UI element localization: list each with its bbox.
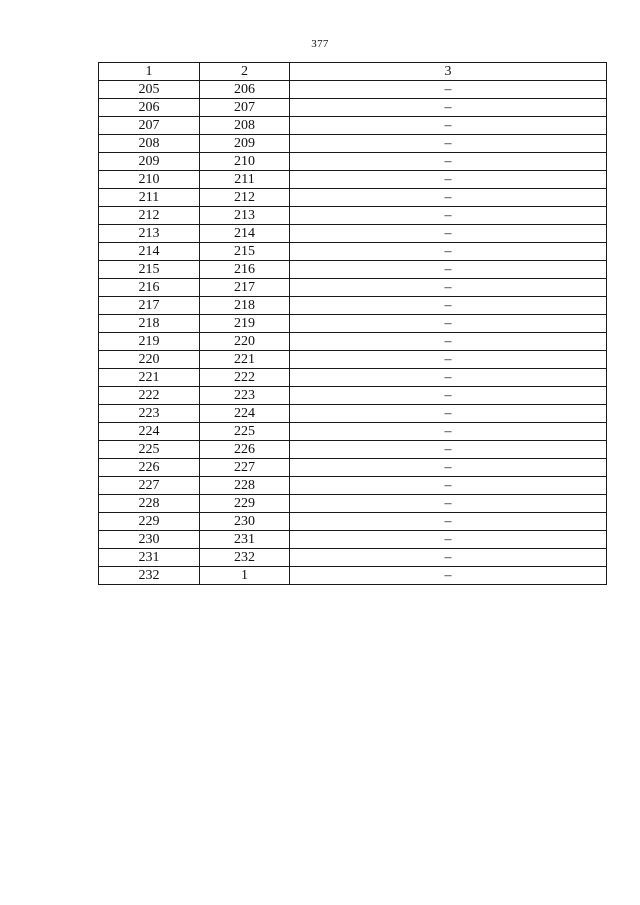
table-cell-col-2: 207 [200, 99, 290, 117]
table-cell-col-2: 232 [200, 549, 290, 567]
table-cell-col-1: 219 [99, 333, 200, 351]
table-cell-col-3: – [290, 189, 607, 207]
table-cell-col-3: – [290, 477, 607, 495]
table-cell-col-3: – [290, 513, 607, 531]
table-cell-col-2: 227 [200, 459, 290, 477]
table-cell-col-3: – [290, 405, 607, 423]
table-cell-col-2: 209 [200, 135, 290, 153]
table-cell-col-1: 213 [99, 225, 200, 243]
table-cell-col-2: 231 [200, 531, 290, 549]
table-cell-col-1: 206 [99, 99, 200, 117]
table-row [99, 261, 607, 279]
table-cell-col-1: 227 [99, 477, 200, 495]
table-cell-col-2: 223 [200, 387, 290, 405]
table-cell-col-1: 209 [99, 153, 200, 171]
table-row [99, 225, 607, 243]
table-cell-col-1: 208 [99, 135, 200, 153]
table-cell-col-1: 217 [99, 297, 200, 315]
table-cell-col-3: – [290, 171, 607, 189]
table-row [99, 171, 607, 189]
table-cell-col-1: 211 [99, 189, 200, 207]
table-cell-col-1: 218 [99, 315, 200, 333]
table-cell-col-3: – [290, 423, 607, 441]
table-cell-col-2: 1 [200, 567, 290, 585]
table-row [99, 135, 607, 153]
table-cell-col-2: 210 [200, 153, 290, 171]
table-cell-col-3: – [290, 153, 607, 171]
table-row [99, 243, 607, 261]
table-cell-col-1: 221 [99, 369, 200, 387]
table-cell-col-2: 217 [200, 279, 290, 297]
table-cell-col-2: 218 [200, 297, 290, 315]
table-cell-col-2: 222 [200, 369, 290, 387]
header-row [99, 63, 607, 81]
table-cell-col-3: – [290, 351, 607, 369]
table-cell-col-3: – [290, 225, 607, 243]
table-body [99, 81, 607, 585]
page-number: 377 [311, 38, 329, 50]
table-cell-col-1: 207 [99, 117, 200, 135]
table-cell-col-3: – [290, 297, 607, 315]
table-cell-col-1: 229 [99, 513, 200, 531]
table-cell-col-3: – [290, 279, 607, 297]
table-cell-col-2: 206 [200, 81, 290, 99]
table-cell-col-1: 231 [99, 549, 200, 567]
table-cell-col-1: 232 [99, 567, 200, 585]
table-cell-col-2: 219 [200, 315, 290, 333]
table-row [99, 189, 607, 207]
table-row [99, 423, 607, 441]
table-cell-col-2: 214 [200, 225, 290, 243]
table-row [99, 81, 607, 99]
table-row [99, 99, 607, 117]
table-cell-col-3: – [290, 459, 607, 477]
table-cell-col-3: – [290, 99, 607, 117]
header-cell-col-3: 3 [290, 63, 607, 81]
table-row [99, 477, 607, 495]
table-cell-col-2: 216 [200, 261, 290, 279]
table-cell-col-2: 213 [200, 207, 290, 225]
table-row [99, 351, 607, 369]
table-cell-col-1: 230 [99, 531, 200, 549]
table-cell-col-3: – [290, 387, 607, 405]
table-row [99, 441, 607, 459]
table-cell-col-3: – [290, 207, 607, 225]
table-cell-col-1: 228 [99, 495, 200, 513]
header-cell-col-2: 2 [200, 63, 290, 81]
table-cell-col-3: – [290, 531, 607, 549]
table-header [99, 63, 607, 81]
table-row [99, 495, 607, 513]
table-cell-col-3: – [290, 495, 607, 513]
table-cell-col-1: 214 [99, 243, 200, 261]
table-cell-col-2: 225 [200, 423, 290, 441]
table-row [99, 279, 607, 297]
table-row [99, 117, 607, 135]
table-cell-col-3: – [290, 441, 607, 459]
table-row [99, 567, 607, 585]
table-cell-col-2: 224 [200, 405, 290, 423]
table-cell-col-2: 211 [200, 171, 290, 189]
table-row [99, 207, 607, 225]
table-row [99, 459, 607, 477]
table-cell-col-3: – [290, 567, 607, 585]
table-cell-col-2: 221 [200, 351, 290, 369]
table-row [99, 531, 607, 549]
table-cell-col-1: 212 [99, 207, 200, 225]
table-row [99, 315, 607, 333]
table-cell-col-3: – [290, 333, 607, 351]
table-cell-col-1: 205 [99, 81, 200, 99]
table-cell-col-2: 230 [200, 513, 290, 531]
table-cell-col-3: – [290, 243, 607, 261]
table-row [99, 369, 607, 387]
table-row [99, 387, 607, 405]
table-cell-col-1: 224 [99, 423, 200, 441]
table-row [99, 333, 607, 351]
table-cell-col-1: 225 [99, 441, 200, 459]
table-row [99, 405, 607, 423]
table-cell-col-1: 216 [99, 279, 200, 297]
header-cell-col-1: 1 [99, 63, 200, 81]
table-cell-col-3: – [290, 135, 607, 153]
table-cell-col-1: 223 [99, 405, 200, 423]
table-cell-col-1: 220 [99, 351, 200, 369]
table-cell-col-3: – [290, 549, 607, 567]
table-cell-col-2: 215 [200, 243, 290, 261]
table-row [99, 153, 607, 171]
table-cell-col-1: 215 [99, 261, 200, 279]
table-cell-col-3: – [290, 117, 607, 135]
table-cell-col-3: – [290, 369, 607, 387]
table-cell-col-2: 212 [200, 189, 290, 207]
table-row [99, 297, 607, 315]
table-row [99, 549, 607, 567]
table-cell-col-2: 220 [200, 333, 290, 351]
table-cell-col-2: 226 [200, 441, 290, 459]
table-cell-col-1: 226 [99, 459, 200, 477]
table-row [99, 513, 607, 531]
table-cell-col-3: – [290, 81, 607, 99]
table-cell-col-3: – [290, 261, 607, 279]
table-cell-col-1: 222 [99, 387, 200, 405]
table-cell-col-3: – [290, 315, 607, 333]
data-table [98, 62, 607, 585]
table-cell-col-2: 208 [200, 117, 290, 135]
table-cell-col-2: 228 [200, 477, 290, 495]
table-cell-col-2: 229 [200, 495, 290, 513]
table-cell-col-1: 210 [99, 171, 200, 189]
